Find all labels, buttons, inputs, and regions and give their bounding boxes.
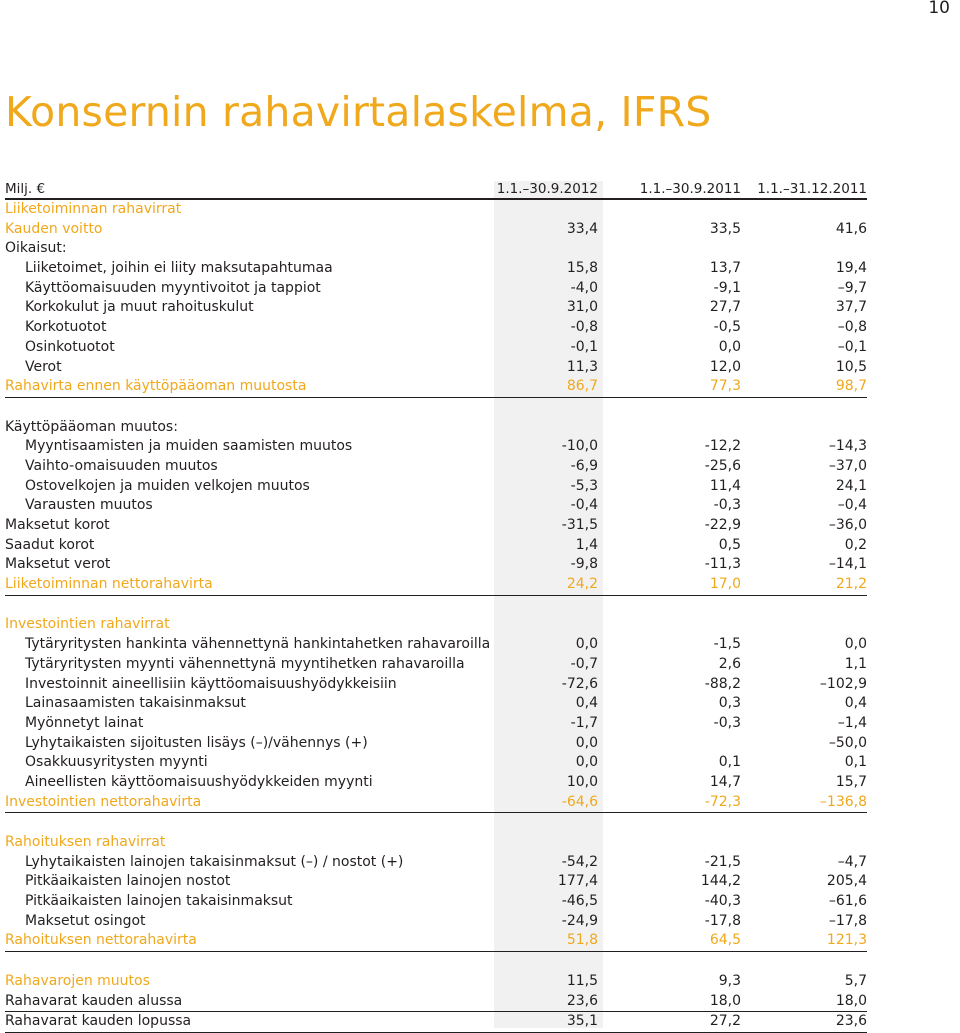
column-header-2011-full: 1.1.–31.12.2011 (757, 181, 867, 197)
value-cell: 24,1 (835, 477, 867, 494)
table-row (5, 279, 867, 299)
table-row (5, 1012, 867, 1033)
row-label: Ostovelkojen ja muiden velkojen muutos (25, 477, 310, 494)
row-label: Maksetut korot (5, 517, 110, 533)
row-label: Verot (25, 358, 62, 375)
table-row (5, 220, 867, 240)
row-label: Pitkäaikaisten lainojen nostot (25, 873, 231, 890)
value-cell: –0,8 (837, 319, 867, 336)
value-cell: 15,8 (566, 260, 598, 277)
value-cell: -10,0 (561, 438, 598, 455)
row-label: Pitkäaikaisten lainojen takaisinmaksut (25, 893, 293, 910)
value-cell: 2,6 (718, 655, 741, 672)
value-cell: 0,3 (718, 695, 741, 712)
table-row (5, 457, 867, 477)
table-row (5, 853, 867, 873)
value-cell: 23,6 (566, 992, 598, 1009)
table-row (5, 575, 867, 596)
table-body (5, 200, 867, 1033)
value-cell: 18,0 (835, 992, 867, 1009)
value-cell: 64,5 (709, 932, 741, 949)
value-cell: –50,0 (828, 734, 867, 751)
value-cell: 0,0 (718, 338, 741, 355)
value-cell: –61,6 (828, 893, 867, 910)
value-cell: 11,3 (566, 358, 598, 375)
value-cell: -0,7 (570, 655, 598, 672)
value-cell: –136,8 (819, 793, 867, 810)
table-row (5, 912, 867, 932)
table-row (5, 931, 867, 952)
value-cell: 77,3 (709, 378, 741, 395)
value-cell: 14,7 (709, 773, 741, 790)
row-label: Rahavirta ennen käyttöpääoman muutosta (5, 378, 307, 395)
value-cell: 17,0 (709, 576, 741, 593)
table-row (5, 437, 867, 457)
page-number: 10 (928, 0, 950, 18)
value-cell: 0,1 (844, 754, 867, 771)
value-cell: –0,4 (837, 497, 867, 514)
row-label: Rahoituksen nettorahavirta (5, 932, 197, 949)
column-header-2011-q3: 1.1.–30.9.2011 (639, 181, 741, 197)
table-row (5, 418, 867, 438)
value-cell: 37,7 (835, 299, 867, 316)
table-row (5, 200, 867, 220)
value-cell: 24,2 (566, 576, 598, 593)
value-cell: -72,3 (704, 793, 741, 810)
value-cell: 19,4 (835, 260, 867, 277)
table-row (5, 615, 867, 635)
value-cell: 15,7 (835, 773, 867, 790)
table-row (5, 477, 867, 497)
value-cell: 0,4 (844, 695, 867, 712)
value-cell: -40,3 (704, 893, 741, 910)
table-row (5, 318, 867, 338)
value-cell: 13,7 (709, 260, 741, 277)
row-label: Lyhytaikaisten lainojen takaisinmaksut (–) / nostot (+) (25, 853, 404, 870)
table-row (5, 377, 867, 398)
cash-flow-table (5, 180, 867, 1033)
value-cell: 0,0 (844, 636, 867, 653)
page-title: Konsernin rahavirtalaskelma, IFRS (5, 88, 712, 136)
value-cell: 31,0 (566, 299, 598, 316)
spacer-row (5, 596, 867, 616)
table-row (5, 239, 867, 259)
row-label: Liiketoiminnan rahavirrat (5, 201, 182, 217)
value-cell: –4,7 (837, 853, 867, 870)
row-label: Myyntisaamisten ja muiden saamisten muutos (25, 438, 353, 455)
value-cell: -0,1 (570, 338, 598, 355)
value-cell: 23,6 (835, 1013, 867, 1030)
row-label: Käyttöomaisuuden myyntivoitot ja tappiot (25, 279, 321, 296)
value-cell: -1,7 (570, 714, 598, 731)
row-label: Kauden voitto (5, 220, 103, 237)
row-label: Oikaisut: (5, 240, 67, 257)
row-label: Rahavarojen muutos (5, 972, 150, 989)
value-cell: -31,5 (561, 517, 598, 533)
value-cell: -46,5 (561, 893, 598, 910)
value-cell: 9,3 (718, 972, 741, 989)
value-cell: 41,6 (835, 220, 867, 237)
row-label: Investointien nettorahavirta (5, 793, 202, 810)
value-cell: 35,1 (566, 1013, 598, 1030)
value-cell: -11,3 (704, 556, 741, 573)
table-row (5, 992, 867, 1013)
value-cell: 27,2 (709, 1013, 741, 1030)
value-cell: –14,3 (828, 438, 867, 455)
value-cell: -0,5 (713, 319, 741, 336)
value-cell: -0,3 (713, 714, 741, 731)
value-cell: 98,7 (835, 378, 867, 395)
value-cell: -1,5 (713, 636, 741, 653)
row-label: Saadut korot (5, 536, 95, 553)
row-label: Rahavarat kauden alussa (5, 992, 183, 1009)
value-cell: 18,0 (709, 992, 741, 1009)
value-cell: 1,1 (844, 655, 867, 672)
row-label: Käyttöpääoman muutos: (5, 418, 178, 435)
value-cell: –37,0 (828, 457, 867, 474)
row-label: Rahavarat kauden lopussa (5, 1013, 192, 1030)
table-row (5, 298, 867, 318)
row-label: Rahoituksen rahavirrat (5, 834, 166, 850)
table-row (5, 338, 867, 358)
value-cell: -17,8 (704, 912, 741, 929)
row-label: Osakkuusyritysten myynti (25, 754, 208, 771)
value-cell: 11,4 (709, 477, 741, 494)
table-row (5, 655, 867, 675)
table-row (5, 872, 867, 892)
spacer-row (5, 813, 867, 833)
row-label: Korkotuotot (25, 319, 107, 336)
table-row (5, 536, 867, 556)
value-cell: –14,1 (828, 556, 867, 573)
table-row (5, 675, 867, 695)
value-cell: 0,0 (575, 754, 598, 771)
value-cell: 33,5 (709, 220, 741, 237)
value-cell: 0,1 (718, 754, 741, 771)
row-label: Liiketoiminnan nettorahavirta (5, 576, 213, 593)
value-cell: -5,3 (570, 477, 598, 494)
value-cell: 0,0 (575, 636, 598, 653)
value-cell: 121,3 (826, 932, 867, 949)
row-label: Investoinnit aineellisiin käyttöomaisuushyödykkeisiin (25, 675, 397, 692)
value-cell: 205,4 (826, 873, 867, 890)
table-row (5, 496, 867, 516)
table-row (5, 753, 867, 773)
unit-label: Milj. € (5, 181, 46, 197)
row-label: Vaihto-omaisuuden muutos (25, 457, 218, 474)
spacer-row (5, 952, 867, 972)
row-label: Korkokulut ja muut rahoituskulut (25, 299, 254, 316)
value-cell: 1,4 (575, 536, 598, 553)
row-label: Tytäryritysten myynti vähennettynä myyntihetken rahavaroilla (25, 655, 465, 672)
row-label: Osinkotuotot (25, 338, 115, 355)
column-header-2012: 1.1.–30.9.2012 (496, 181, 598, 197)
table-row (5, 358, 867, 378)
table-row (5, 694, 867, 714)
value-cell: 10,0 (566, 773, 598, 790)
table-row (5, 734, 867, 754)
table-row (5, 555, 867, 575)
value-cell: 12,0 (709, 358, 741, 375)
value-cell: 51,8 (566, 932, 598, 949)
value-cell: –17,8 (828, 912, 867, 929)
table-row (5, 972, 867, 992)
value-cell: -88,2 (704, 675, 741, 692)
table-row (5, 773, 867, 793)
row-label: Varausten muutos (25, 497, 153, 514)
row-label: Aineellisten käyttöomaisuushyödykkeiden myynti (25, 773, 373, 790)
value-cell: -21,5 (704, 853, 741, 870)
value-cell: -25,6 (704, 457, 741, 474)
value-cell: 0,2 (844, 536, 867, 553)
value-cell: 0,4 (575, 695, 598, 712)
value-cell: 10,5 (835, 358, 867, 375)
table-row (5, 892, 867, 912)
value-cell: -9,1 (713, 279, 741, 296)
value-cell: 5,7 (844, 972, 867, 989)
table-row (5, 833, 867, 853)
value-cell: 144,2 (700, 873, 741, 890)
value-cell: 21,2 (835, 576, 867, 593)
value-cell: –1,4 (837, 714, 867, 731)
row-label: Lainasaamisten takaisinmaksut (25, 695, 246, 712)
table-row (5, 516, 867, 536)
value-cell: -54,2 (561, 853, 598, 870)
row-label: Maksetut verot (5, 556, 111, 573)
value-cell: –9,7 (837, 279, 867, 296)
value-cell: -6,9 (570, 457, 598, 474)
table-row (5, 793, 867, 814)
row-label: Myönnetyt lainat (25, 714, 144, 731)
table-row (5, 259, 867, 279)
table-header (5, 180, 867, 200)
value-cell: 11,5 (566, 972, 598, 989)
value-cell: -64,6 (561, 793, 598, 810)
value-cell: -24,9 (561, 912, 598, 929)
row-label: Maksetut osingot (25, 912, 146, 929)
value-cell: 0,5 (718, 536, 741, 553)
value-cell: -9,8 (570, 556, 598, 573)
value-cell: -22,9 (704, 517, 741, 533)
value-cell: -0,4 (570, 497, 598, 514)
row-label: Investointien rahavirrat (5, 616, 170, 633)
value-cell: -12,2 (704, 438, 741, 455)
value-cell: -72,6 (561, 675, 598, 692)
row-label: Liiketoimet, joihin ei liity maksutapahtumaa (25, 260, 333, 277)
value-cell: 86,7 (566, 378, 598, 395)
value-cell: –36,0 (828, 517, 867, 533)
value-cell: 177,4 (557, 873, 598, 890)
value-cell: -0,3 (713, 497, 741, 514)
value-cell: -4,0 (570, 279, 598, 296)
value-cell: 27,7 (709, 299, 741, 316)
value-cell: 33,4 (566, 220, 598, 237)
row-label: Tytäryritysten hankinta vähennettynä hankintahetken rahavaroilla (25, 636, 491, 653)
value-cell: –102,9 (819, 675, 867, 692)
spacer-row (5, 398, 867, 418)
table-row (5, 635, 867, 655)
value-cell: –0,1 (837, 338, 867, 355)
row-label: Lyhytaikaisten sijoitusten lisäys (–)/vähennys (+) (25, 734, 368, 751)
table-row (5, 714, 867, 734)
value-cell: -0,8 (570, 319, 598, 336)
value-cell: 0,0 (575, 734, 598, 751)
